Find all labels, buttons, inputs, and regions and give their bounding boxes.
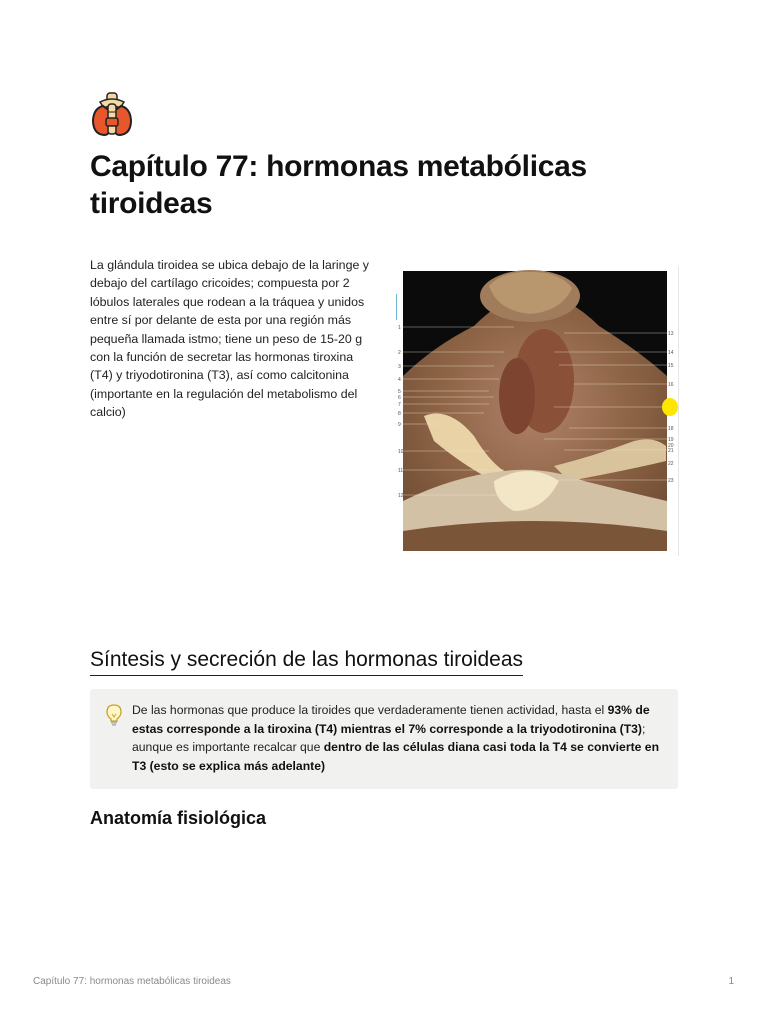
figure-callout-number: 13: [668, 331, 674, 337]
figure-callout-number: 3: [398, 364, 401, 370]
footer-title: Capítulo 77: hormonas metabólicas tiroideas: [33, 976, 231, 987]
callout-text-segment: De las hormonas que produce la tiroides que verdaderamente tienen actividad, hasta el: [132, 703, 608, 717]
figure-callout-number: 4: [398, 377, 401, 383]
figure-callout-number: 5: [398, 389, 401, 395]
neck-dissection-image: [394, 266, 680, 556]
page-title: Capítulo 77: hormonas metabólicas tiroideas: [90, 150, 587, 220]
figure-callout-number: 10: [398, 449, 404, 455]
callout-text-bold-segment: 93% de estas corresponde a la tiroxina (T4) mientras el 7% corresponde a la triyodotironina (T3): [132, 703, 650, 736]
figure-callout-number: 1: [398, 325, 401, 331]
figure-callout-number: 6: [398, 395, 401, 401]
figure-callout-number: 14: [668, 350, 674, 356]
figure-callout-number: 19: [668, 437, 674, 443]
callout-text-bold-segment: dentro de las células diana casi toda la T4 se convierte en T3 (esto se explica más adelante): [132, 740, 660, 773]
highlight-marker: [662, 398, 678, 416]
figure-callout-number: 15: [668, 363, 674, 369]
lightbulb-icon: [104, 703, 124, 727]
figure-callout-number: 12: [398, 493, 404, 499]
callout-text: [132, 701, 662, 775]
intro-paragraph: La glándula tiroidea se ubica debajo de la laringe y debajo del cartílago cricoides; compuesta por 2 lóbulos laterales que rodean a la tráquea y unidos entre sí por delante de esta por una región más pequeña llamada istmo; tiene un peso de 15-20 g con la función de secretar las hormonas tiroxina (T4) y triyodotironina (T3), así como calcitonina (importante en la regulación del metabolismo del calcio): [90, 258, 369, 420]
subsection-heading: Anatomía fisiológica: [90, 808, 267, 828]
figure-callout-number: 11: [398, 468, 404, 474]
figure-callout-number: 20: [668, 443, 674, 449]
figure-callout-number: 16: [668, 382, 674, 388]
figure-callout-number: 7: [398, 402, 401, 408]
figure-callout-number: 9: [398, 422, 401, 428]
figure-callout-number: 18: [668, 426, 674, 432]
thyroid-icon: [90, 92, 134, 138]
figure-callout-number: 23: [668, 478, 674, 484]
figure-callout-number: 2: [398, 350, 401, 356]
footer-page-number: 1: [728, 976, 734, 987]
figure-callout-number: 22: [668, 461, 674, 467]
section-heading: Síntesis y secreción de las hormonas tiroideas: [90, 646, 523, 676]
figure-callout-number: 21: [668, 448, 674, 454]
callout-text-segment: ; aunque es importante recalcar que: [132, 721, 646, 755]
figure-callout-number: 8: [398, 411, 401, 417]
callout-box: [90, 689, 678, 789]
